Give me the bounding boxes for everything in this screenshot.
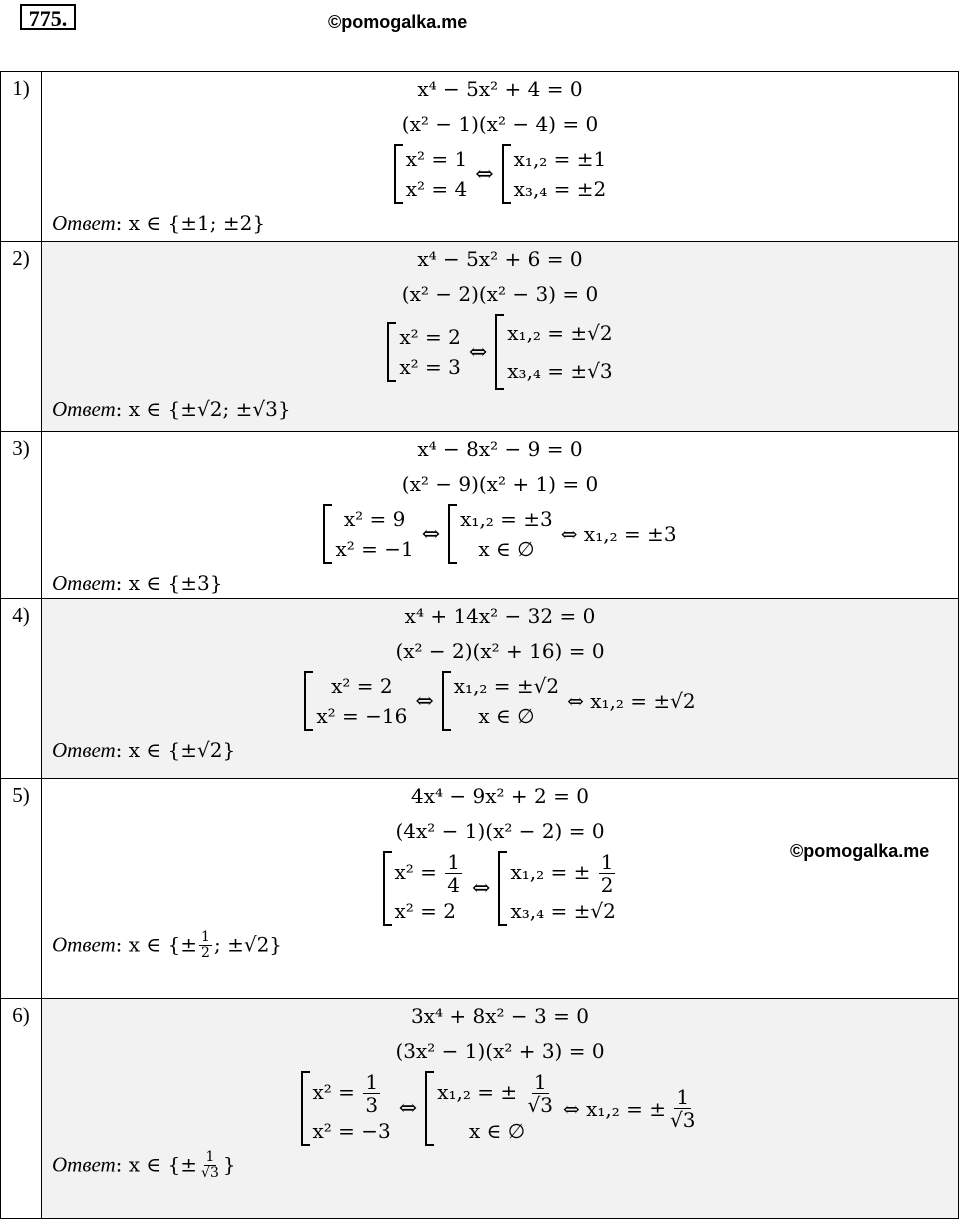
denominator: 2: [201, 945, 210, 962]
system-right: [495, 314, 612, 390]
system-row: [42, 671, 958, 731]
problem-row-5: [1, 779, 959, 999]
problem-row-6: [1, 999, 959, 1219]
fraction: [363, 1071, 380, 1116]
numerator: 1: [676, 1085, 690, 1109]
system-line: x² = 2: [331, 674, 393, 698]
bracket: [495, 314, 504, 390]
factored-equation: (3x² − 1)(x² + 3) = 0: [395, 1039, 605, 1063]
row-number: 6): [1, 999, 42, 1219]
answer-label: Ответ: [52, 571, 116, 595]
bracket: [323, 504, 332, 564]
solutions-table: [0, 71, 959, 1219]
system-line: x² = 2: [394, 899, 457, 923]
solution-cell: [42, 779, 959, 999]
answer-prefix: : x ∈ {±: [115, 1152, 198, 1177]
answer-label: Ответ: [52, 738, 116, 762]
fraction: [445, 851, 462, 896]
answer-value: : x ∈ {±√2}: [115, 738, 236, 762]
bracket: [394, 144, 403, 204]
answer: [42, 394, 958, 424]
system-line: x² = 1: [405, 147, 468, 171]
system-line: x₁,₂ = ±√2: [453, 674, 560, 698]
expr-prefix: x² =: [312, 1080, 355, 1104]
denominator: 3: [365, 1093, 379, 1117]
system-line: x² = −1: [335, 537, 414, 561]
system-line: x² = 2: [399, 325, 461, 349]
solution-cell: [42, 242, 959, 432]
system-left: [394, 144, 468, 204]
problem-row-4: [1, 599, 959, 779]
numerator: 1: [447, 850, 461, 874]
row-number: 2): [1, 242, 42, 432]
factored-equation: (x² − 1)(x² − 4) = 0: [401, 112, 599, 136]
solution-cell: [42, 432, 959, 599]
problem-row-2: [1, 242, 959, 432]
numerator: 1: [205, 1149, 215, 1165]
equation: 4x⁴ − 9x² + 2 = 0: [411, 784, 589, 808]
bracket: [448, 504, 457, 564]
fraction: [668, 1086, 697, 1131]
equation: x⁴ − 5x² + 4 = 0: [417, 77, 583, 101]
factored-equation: (x² − 2)(x² + 16) = 0: [395, 639, 605, 663]
answer: [42, 568, 958, 598]
system-line: x ∈ ∅: [478, 537, 535, 561]
system-line: x² = −3: [312, 1119, 391, 1143]
denominator: √3: [527, 1093, 553, 1117]
bracket: [301, 1071, 310, 1146]
numerator: 1: [533, 1070, 547, 1094]
solution-cell: [42, 599, 959, 779]
answer-suffix: ; ±√2}: [213, 932, 283, 957]
system-line: x ∈ ∅: [468, 1119, 526, 1143]
equivalence-arrow: ⇔: [472, 876, 491, 901]
solution-cell: [42, 72, 959, 242]
watermark-middle: ©pomogalka.me: [790, 841, 930, 861]
system-line: x₁,₂ = ±1: [513, 147, 607, 171]
bracket: [387, 322, 396, 382]
bracket: [442, 671, 451, 731]
system-line: x₃,₄ = ±√2: [510, 899, 616, 923]
answer-label: Ответ: [52, 397, 116, 421]
system-line: [510, 851, 617, 896]
answer-prefix: : x ∈ {±: [115, 932, 198, 957]
system-row: [42, 144, 958, 204]
system-line: x² = −16: [316, 704, 408, 728]
solution-cell: [42, 999, 959, 1219]
system-row: [42, 1071, 958, 1146]
system-right: [448, 504, 553, 564]
answer: [42, 735, 958, 765]
row-number: 4): [1, 599, 42, 779]
bracket: [383, 851, 392, 926]
system-line: [437, 1071, 557, 1116]
system-line: x₁,₂ = ±3: [460, 507, 553, 531]
numerator: 1: [365, 1070, 379, 1094]
factored-equation: (x² − 9)(x² + 1) = 0: [401, 472, 599, 496]
equivalence-arrow: ⇔: [421, 521, 441, 547]
result: [563, 1086, 700, 1131]
equation: x⁴ − 8x² − 9 = 0: [417, 437, 583, 461]
answer: [42, 1150, 958, 1182]
row-number: 3): [1, 432, 42, 599]
problem-number: 775.: [20, 4, 76, 30]
system-line: [395, 851, 465, 896]
bracket: [502, 144, 511, 204]
equivalence-arrow: ⇔: [398, 1096, 418, 1121]
system-left: [383, 851, 465, 926]
result-prefix: ⇔ x₁,₂ = ±: [562, 1096, 666, 1121]
expr-prefix: x₁,₂ = ±: [510, 860, 591, 884]
system-row: [42, 504, 958, 564]
system-line: x₁,₂ = ±√2: [507, 321, 613, 345]
system-right: [442, 671, 559, 731]
equation: x⁴ − 5x² + 6 = 0: [417, 247, 583, 271]
equation: 3x⁴ + 8x² − 3 = 0: [411, 1004, 589, 1028]
expr-prefix: x² =: [394, 860, 437, 884]
answer-value: : x ∈ {±3}: [115, 571, 223, 595]
equivalence-arrow: ⇔: [468, 339, 488, 365]
answer-label: Ответ: [52, 932, 116, 957]
system-line: x² = 4: [405, 177, 468, 201]
equivalence-arrow: ⇔: [475, 161, 494, 187]
system-line: x ∈ ∅: [478, 704, 535, 728]
system-left: [387, 322, 461, 382]
answer-value: : x ∈ {±√2; ±√3}: [115, 397, 291, 421]
denominator: √3: [670, 1108, 696, 1132]
answer-label: Ответ: [52, 211, 116, 235]
fraction: [199, 930, 212, 962]
fraction: [199, 1150, 221, 1182]
system-right: [498, 851, 617, 926]
denominator: 2: [600, 873, 614, 897]
answer: [42, 930, 958, 962]
system-line: x² = 3: [399, 355, 461, 379]
system-right: [502, 144, 607, 204]
answer-value: : x ∈ {±1; ±2}: [115, 211, 266, 235]
system-line: [313, 1071, 391, 1116]
system-line: x₃,₄ = ±2: [513, 177, 607, 201]
result: ⇔ x₁,₂ = ±√2: [567, 689, 696, 713]
row-number: 1): [1, 72, 42, 242]
system-row: [42, 314, 958, 390]
equivalence-arrow: ⇔: [415, 688, 434, 714]
fraction: [526, 1071, 555, 1116]
answer-label: Ответ: [52, 1152, 116, 1177]
watermark-top: ©pomogalka.me: [328, 12, 468, 32]
numerator: 1: [600, 850, 614, 874]
system-left: [304, 671, 407, 731]
denominator: √3: [201, 1165, 219, 1182]
numerator: 1: [201, 929, 210, 945]
row-number: 5): [1, 779, 42, 999]
system-line: x² = 9: [343, 507, 406, 531]
system-left: [323, 504, 413, 564]
system-line: x₃,₄ = ±√3: [507, 359, 613, 383]
system-row: [42, 851, 958, 926]
answer-suffix: }: [222, 1152, 236, 1177]
answer: [42, 208, 958, 238]
system-left: [301, 1071, 391, 1146]
bracket: [304, 671, 313, 731]
factored-equation: (x² − 2)(x² − 3) = 0: [401, 282, 599, 306]
problem-row-1: [1, 72, 959, 242]
denominator: 4: [447, 873, 461, 897]
result: ⇔ x₁,₂ = ±3: [560, 522, 677, 546]
equation: x⁴ + 14x² − 32 = 0: [404, 604, 596, 628]
expr-prefix: x₁,₂ = ±: [437, 1080, 518, 1104]
bracket: [425, 1071, 434, 1146]
bracket: [498, 851, 507, 926]
factored-equation: (4x² − 1)(x² − 2) = 0: [395, 819, 605, 843]
fraction: [599, 851, 616, 896]
system-right: [425, 1071, 557, 1146]
problem-row-3: [1, 432, 959, 599]
